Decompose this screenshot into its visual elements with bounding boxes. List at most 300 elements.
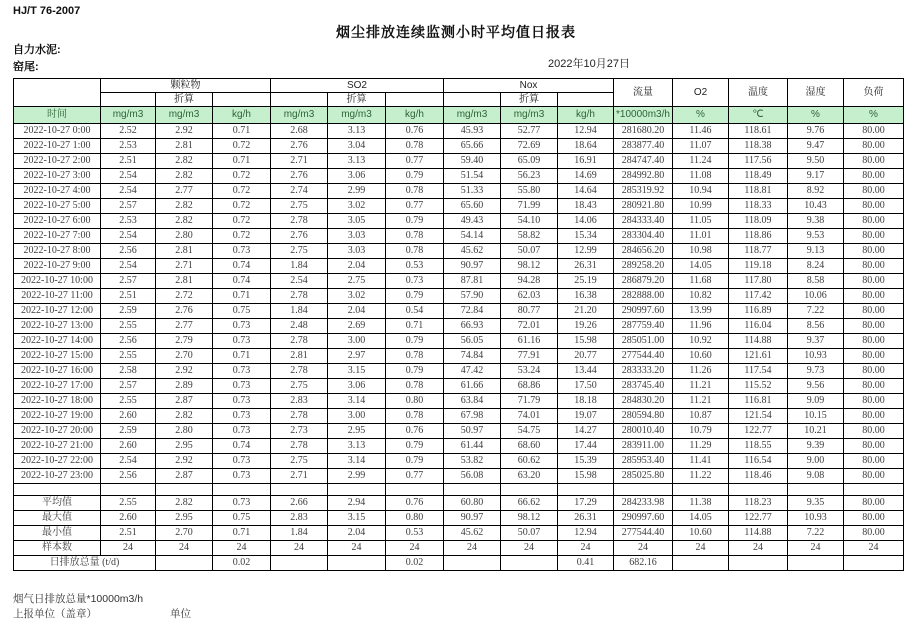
- time-cell: 2022-10-27 19:00: [14, 409, 101, 424]
- value-cell: 2.80: [156, 229, 213, 244]
- data-row: [14, 124, 904, 139]
- time-cell: 2022-10-27 12:00: [14, 304, 101, 319]
- time-cell: 2022-10-27 21:00: [14, 439, 101, 454]
- value-cell: 9.37: [788, 334, 844, 349]
- value-cell: 277544.40: [614, 526, 673, 541]
- value-cell: 114.88: [729, 334, 788, 349]
- value-cell: 2.76: [271, 229, 328, 244]
- value-cell: 2.66: [271, 496, 328, 511]
- value-cell: 0.72: [213, 199, 271, 214]
- value-cell: 2.56: [101, 469, 156, 484]
- value-cell: 10.93: [788, 349, 844, 364]
- value-cell: 50.07: [501, 244, 558, 259]
- nox-kgh-unit: kg/h: [558, 107, 614, 124]
- value-cell: 0.78: [386, 379, 444, 394]
- empty-cell: [101, 484, 156, 496]
- value-cell: 2.71: [271, 154, 328, 169]
- value-cell: 71.79: [501, 394, 558, 409]
- value-cell: 10.43: [788, 199, 844, 214]
- header-units-row: [14, 107, 904, 124]
- value-cell: 0.73: [213, 334, 271, 349]
- value-cell: 2.60: [101, 511, 156, 526]
- value-cell: 2.89: [156, 379, 213, 394]
- value-cell: 0.72: [213, 139, 271, 154]
- pm-converted-unit: mg/m3: [156, 107, 213, 124]
- nox-kgh-spacer: [558, 93, 614, 107]
- value-cell: 9.09: [788, 394, 844, 409]
- value-cell: 7.22: [788, 526, 844, 541]
- value-cell: 3.06: [328, 169, 386, 184]
- value-cell: 98.12: [501, 259, 558, 274]
- time-cell: 2022-10-27 18:00: [14, 394, 101, 409]
- time-cell: 2022-10-27 0:00: [14, 124, 101, 139]
- value-cell: 2.95: [156, 511, 213, 526]
- value-cell: 10.87: [673, 409, 729, 424]
- value-cell: 20.77: [558, 349, 614, 364]
- value-cell: 2.53: [101, 139, 156, 154]
- value-cell: 2.81: [271, 349, 328, 364]
- data-row: [14, 409, 904, 424]
- value-cell: 290997.60: [614, 511, 673, 526]
- value-cell: 116.54: [729, 454, 788, 469]
- value-cell: 682.16: [614, 556, 673, 571]
- value-cell: 14.05: [673, 259, 729, 274]
- value-cell: 2.92: [156, 454, 213, 469]
- value-cell: 2.60: [101, 439, 156, 454]
- value-cell: 80.00: [844, 139, 904, 154]
- value-cell: 2.75: [271, 454, 328, 469]
- value-cell: 11.29: [673, 439, 729, 454]
- value-cell: 24: [614, 541, 673, 556]
- value-cell: 2.57: [101, 379, 156, 394]
- value-cell: 284830.20: [614, 394, 673, 409]
- value-cell: 80.00: [844, 379, 904, 394]
- value-cell: 2.54: [101, 169, 156, 184]
- value-cell: 80.00: [844, 274, 904, 289]
- data-row: [14, 469, 904, 484]
- value-cell: 71.99: [501, 199, 558, 214]
- value-cell: 9.13: [788, 244, 844, 259]
- group-nox: Nox: [444, 79, 614, 93]
- value-cell: 25.19: [558, 274, 614, 289]
- value-cell: 2.59: [101, 304, 156, 319]
- load-unit: %: [844, 107, 904, 124]
- location-label: 窑尾:: [13, 61, 39, 73]
- value-cell: [271, 556, 328, 571]
- value-cell: 53.24: [501, 364, 558, 379]
- value-cell: 290997.60: [614, 304, 673, 319]
- value-cell: 284992.80: [614, 169, 673, 184]
- value-cell: 0.71: [213, 289, 271, 304]
- so2-converted-unit: mg/m3: [328, 107, 386, 124]
- value-cell: 2.51: [101, 154, 156, 169]
- value-cell: 2.60: [101, 409, 156, 424]
- value-cell: 18.64: [558, 139, 614, 154]
- value-cell: 1.84: [271, 304, 328, 319]
- value-cell: 9.00: [788, 454, 844, 469]
- pm-converted-label: 折算: [156, 93, 213, 107]
- time-cell: 2022-10-27 22:00: [14, 454, 101, 469]
- temp-unit: ℃: [729, 107, 788, 124]
- value-cell: 63.84: [444, 394, 501, 409]
- time-cell: 2022-10-27 17:00: [14, 379, 101, 394]
- empty-cell: [328, 484, 386, 496]
- value-cell: 0.78: [386, 139, 444, 154]
- value-cell: 10.79: [673, 424, 729, 439]
- value-cell: 80.00: [844, 364, 904, 379]
- value-cell: 13.44: [558, 364, 614, 379]
- value-cell: 80.00: [844, 334, 904, 349]
- value-cell: 280594.80: [614, 409, 673, 424]
- value-cell: 10.94: [673, 184, 729, 199]
- value-cell: 90.97: [444, 511, 501, 526]
- value-cell: 2.54: [101, 454, 156, 469]
- value-cell: 0.74: [213, 274, 271, 289]
- company-label: 自力水泥:: [13, 44, 61, 56]
- value-cell: 2.82: [156, 169, 213, 184]
- value-cell: 2.04: [328, 304, 386, 319]
- value-cell: 80.00: [844, 469, 904, 484]
- empty-cell: [156, 484, 213, 496]
- value-cell: 284656.20: [614, 244, 673, 259]
- value-cell: 117.56: [729, 154, 788, 169]
- temp-header: 温度: [729, 79, 788, 107]
- value-cell: [444, 556, 501, 571]
- value-cell: 24: [328, 541, 386, 556]
- data-row: [14, 334, 904, 349]
- value-cell: 24: [844, 541, 904, 556]
- empty-cell: [444, 484, 501, 496]
- value-cell: 90.97: [444, 259, 501, 274]
- value-cell: 11.26: [673, 364, 729, 379]
- value-cell: 2.54: [101, 259, 156, 274]
- value-cell: 11.46: [673, 124, 729, 139]
- value-cell: 118.49: [729, 169, 788, 184]
- value-cell: 11.22: [673, 469, 729, 484]
- value-cell: 118.86: [729, 229, 788, 244]
- value-cell: 56.23: [501, 169, 558, 184]
- value-cell: 9.47: [788, 139, 844, 154]
- value-cell: 0.79: [386, 214, 444, 229]
- value-cell: 80.00: [844, 454, 904, 469]
- time-header-spacer: [14, 79, 101, 107]
- value-cell: 2.04: [328, 526, 386, 541]
- value-cell: 2.75: [328, 274, 386, 289]
- time-cell: 2022-10-27 11:00: [14, 289, 101, 304]
- value-cell: 2.82: [156, 496, 213, 511]
- value-cell: 66.62: [501, 496, 558, 511]
- value-cell: 289258.20: [614, 259, 673, 274]
- value-cell: 15.98: [558, 334, 614, 349]
- value-cell: 0.79: [386, 289, 444, 304]
- value-cell: 2.57: [101, 199, 156, 214]
- value-cell: 2.78: [271, 214, 328, 229]
- value-cell: 94.28: [501, 274, 558, 289]
- value-cell: 80.00: [844, 394, 904, 409]
- pm-raw-spacer: [101, 93, 156, 107]
- value-cell: 2.99: [328, 184, 386, 199]
- value-cell: 24: [729, 541, 788, 556]
- summary-label-cell: 最大值: [14, 511, 101, 526]
- nox-converted-unit: mg/m3: [501, 107, 558, 124]
- value-cell: 12.94: [558, 526, 614, 541]
- value-cell: 66.93: [444, 319, 501, 334]
- value-cell: 51.54: [444, 169, 501, 184]
- value-cell: 2.58: [101, 364, 156, 379]
- value-cell: 54.14: [444, 229, 501, 244]
- value-cell: 16.91: [558, 154, 614, 169]
- value-cell: 116.04: [729, 319, 788, 334]
- value-cell: 24: [444, 541, 501, 556]
- value-cell: 80.00: [844, 511, 904, 526]
- value-cell: 24: [788, 541, 844, 556]
- value-cell: 0.79: [386, 169, 444, 184]
- value-cell: 284747.40: [614, 154, 673, 169]
- value-cell: 11.38: [673, 496, 729, 511]
- value-cell: 3.13: [328, 154, 386, 169]
- value-cell: 12.99: [558, 244, 614, 259]
- value-cell: 3.05: [328, 214, 386, 229]
- value-cell: 21.20: [558, 304, 614, 319]
- value-cell: 2.70: [156, 526, 213, 541]
- value-cell: 10.60: [673, 526, 729, 541]
- value-cell: 87.81: [444, 274, 501, 289]
- data-row: [14, 169, 904, 184]
- value-cell: 2.97: [328, 349, 386, 364]
- value-cell: 57.90: [444, 289, 501, 304]
- value-cell: 2.79: [156, 334, 213, 349]
- value-cell: 117.54: [729, 364, 788, 379]
- value-cell: 0.71: [386, 319, 444, 334]
- value-cell: 24: [101, 541, 156, 556]
- summary-label-cell: 平均值: [14, 496, 101, 511]
- so2-converted-label: 折算: [328, 93, 386, 107]
- value-cell: 2.56: [101, 244, 156, 259]
- value-cell: 2.82: [156, 409, 213, 424]
- value-cell: 0.74: [213, 259, 271, 274]
- value-cell: 77.91: [501, 349, 558, 364]
- time-cell: 2022-10-27 10:00: [14, 274, 101, 289]
- value-cell: 11.24: [673, 154, 729, 169]
- flow-header: 流量: [614, 79, 673, 107]
- value-cell: 2.51: [101, 526, 156, 541]
- value-cell: 80.00: [844, 259, 904, 274]
- value-cell: 0.72: [213, 229, 271, 244]
- value-cell: 115.52: [729, 379, 788, 394]
- value-cell: 0.02: [213, 556, 271, 571]
- value-cell: 80.00: [844, 214, 904, 229]
- value-cell: 9.53: [788, 229, 844, 244]
- value-cell: 0.73: [213, 364, 271, 379]
- value-cell: 11.21: [673, 394, 729, 409]
- value-cell: 1.84: [271, 259, 328, 274]
- value-cell: 121.61: [729, 349, 788, 364]
- value-cell: 3.15: [328, 364, 386, 379]
- value-cell: 65.60: [444, 199, 501, 214]
- value-cell: 285025.80: [614, 469, 673, 484]
- value-cell: 9.35: [788, 496, 844, 511]
- value-cell: 45.93: [444, 124, 501, 139]
- value-cell: 80.00: [844, 169, 904, 184]
- value-cell: 9.50: [788, 154, 844, 169]
- data-row: [14, 364, 904, 379]
- value-cell: 17.50: [558, 379, 614, 394]
- value-cell: 285051.00: [614, 334, 673, 349]
- value-cell: 2.55: [101, 319, 156, 334]
- value-cell: 0.72: [213, 214, 271, 229]
- value-cell: 10.06: [788, 289, 844, 304]
- value-cell: 24: [386, 541, 444, 556]
- value-cell: 54.75: [501, 424, 558, 439]
- value-cell: 2.76: [271, 169, 328, 184]
- time-cell: 2022-10-27 14:00: [14, 334, 101, 349]
- value-cell: 9.39: [788, 439, 844, 454]
- standard-number: HJ/T 76-2007: [13, 5, 81, 17]
- value-cell: 3.03: [328, 244, 386, 259]
- value-cell: 11.05: [673, 214, 729, 229]
- value-cell: 2.95: [156, 439, 213, 454]
- value-cell: 0.79: [386, 454, 444, 469]
- summary-row: [14, 511, 904, 526]
- value-cell: 2.81: [156, 244, 213, 259]
- so2-kgh-unit: kg/h: [386, 107, 444, 124]
- value-cell: 63.20: [501, 469, 558, 484]
- value-cell: 2.94: [328, 496, 386, 511]
- value-cell: 0.73: [386, 274, 444, 289]
- value-cell: 17.44: [558, 439, 614, 454]
- value-cell: 2.70: [156, 349, 213, 364]
- value-cell: 2.78: [271, 289, 328, 304]
- value-cell: 14.64: [558, 184, 614, 199]
- value-cell: 19.07: [558, 409, 614, 424]
- value-cell: 2.75: [271, 379, 328, 394]
- group-pm: 颗粒物: [101, 79, 271, 93]
- value-cell: 114.88: [729, 526, 788, 541]
- value-cell: 119.18: [729, 259, 788, 274]
- data-row: [14, 139, 904, 154]
- value-cell: 45.62: [444, 244, 501, 259]
- value-cell: 282888.00: [614, 289, 673, 304]
- value-cell: 2.82: [156, 154, 213, 169]
- value-cell: 14.27: [558, 424, 614, 439]
- so2-kgh-spacer: [386, 93, 444, 107]
- value-cell: 284333.40: [614, 214, 673, 229]
- value-cell: 118.46: [729, 469, 788, 484]
- value-cell: 10.98: [673, 244, 729, 259]
- value-cell: 286879.20: [614, 274, 673, 289]
- value-cell: 2.68: [271, 124, 328, 139]
- empty-cell: [213, 484, 271, 496]
- value-cell: 3.13: [328, 124, 386, 139]
- value-cell: 2.99: [328, 469, 386, 484]
- value-cell: 24: [156, 541, 213, 556]
- value-cell: 2.71: [156, 259, 213, 274]
- value-cell: 2.76: [156, 304, 213, 319]
- value-cell: [328, 556, 386, 571]
- data-row: [14, 184, 904, 199]
- value-cell: 3.06: [328, 379, 386, 394]
- empty-cell: [14, 484, 101, 496]
- empty-cell: [271, 484, 328, 496]
- value-cell: 2.55: [101, 394, 156, 409]
- value-cell: 283911.00: [614, 439, 673, 454]
- value-cell: 65.09: [501, 154, 558, 169]
- header-group-row: [14, 79, 904, 93]
- value-cell: 3.15: [328, 511, 386, 526]
- value-cell: 74.84: [444, 349, 501, 364]
- value-cell: 2.54: [271, 274, 328, 289]
- humidity-header: 湿度: [788, 79, 844, 107]
- value-cell: 9.38: [788, 214, 844, 229]
- value-cell: 65.66: [444, 139, 501, 154]
- value-cell: 80.00: [844, 229, 904, 244]
- value-cell: [844, 556, 904, 571]
- value-cell: [673, 556, 729, 571]
- value-cell: 2.04: [328, 259, 386, 274]
- value-cell: 0.71: [213, 124, 271, 139]
- value-cell: 0.41: [558, 556, 614, 571]
- value-cell: 0.76: [386, 496, 444, 511]
- data-row: [14, 289, 904, 304]
- value-cell: 3.00: [328, 334, 386, 349]
- value-cell: 2.92: [156, 124, 213, 139]
- value-cell: 50.07: [501, 526, 558, 541]
- value-cell: 281680.20: [614, 124, 673, 139]
- value-cell: 0.80: [386, 511, 444, 526]
- value-cell: 3.03: [328, 229, 386, 244]
- value-cell: 0.79: [386, 364, 444, 379]
- value-cell: 49.43: [444, 214, 501, 229]
- value-cell: 0.53: [386, 526, 444, 541]
- value-cell: 118.09: [729, 214, 788, 229]
- value-cell: 0.80: [386, 394, 444, 409]
- value-cell: 0.73: [213, 394, 271, 409]
- value-cell: 2.78: [271, 334, 328, 349]
- value-cell: 54.10: [501, 214, 558, 229]
- so2-unit: mg/m3: [271, 107, 328, 124]
- value-cell: 2.87: [156, 469, 213, 484]
- data-row: [14, 244, 904, 259]
- value-cell: 2.76: [271, 139, 328, 154]
- value-cell: 2.72: [156, 289, 213, 304]
- time-cell: 2022-10-27 9:00: [14, 259, 101, 274]
- value-cell: 2.52: [101, 124, 156, 139]
- value-cell: 285953.40: [614, 454, 673, 469]
- value-cell: 17.29: [558, 496, 614, 511]
- value-cell: 26.31: [558, 259, 614, 274]
- value-cell: 2.74: [271, 184, 328, 199]
- value-cell: 80.00: [844, 496, 904, 511]
- value-cell: 0.71: [213, 526, 271, 541]
- data-row: [14, 349, 904, 364]
- page-title: 烟尘排放连续监测小时平均值日报表: [336, 24, 576, 40]
- summary-label-cell: 最小值: [14, 526, 101, 541]
- empty-cell: [788, 484, 844, 496]
- value-cell: 2.75: [271, 199, 328, 214]
- value-cell: 2.55: [101, 349, 156, 364]
- summary-row: [14, 541, 904, 556]
- value-cell: 284233.98: [614, 496, 673, 511]
- value-cell: 24: [213, 541, 271, 556]
- value-cell: 118.81: [729, 184, 788, 199]
- value-cell: 0.77: [386, 154, 444, 169]
- value-cell: 56.05: [444, 334, 501, 349]
- spacer-row: [14, 484, 904, 496]
- value-cell: 2.95: [328, 424, 386, 439]
- value-cell: 0.78: [386, 409, 444, 424]
- value-cell: 11.01: [673, 229, 729, 244]
- value-cell: 72.84: [444, 304, 501, 319]
